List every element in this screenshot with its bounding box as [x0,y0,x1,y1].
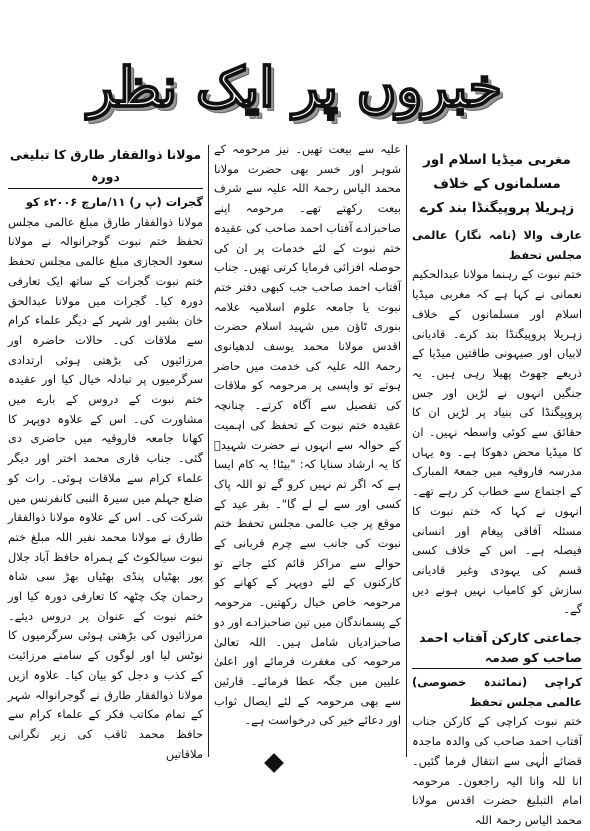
article-byline: کراچی (نمائندہ خصوصی) عالمی مجلس تحفظ [412,675,582,709]
right-column [412,140,582,827]
banner-title: خبروں پر ایک نظر [88,55,502,119]
article-headline: مغربی میڈیا اسلام اور مسلمانوں کے خلاف زہریلا پروپیگنڈا بند کرے [419,152,575,216]
left-column [8,140,203,766]
article-byline: عارف والا (نامہ نگار) عالمی مجلس تحفظ [412,228,582,262]
article-body: ختم نبوت کراچی کے کارکن جناب آفتاب احمد صاحب کی والدہ ماجدہ قضائے الٰہی سے انتقال فرما گئیں۔ انا للہ وانا الیہ راجعون۔ مرحومہ امام التبلیغ حضرت اقدس مولانا محمد الیاس رحمۃ اللہ [412,714,582,827]
middle-column [214,140,401,766]
column-divider [208,145,209,757]
article-headline: مولانا ذوالفقار طارق کا تبلیغی دورہ [8,144,203,189]
article-body: علیہ سے بیعت تھیں۔ نیز مرحومہ کے شوہر اور خسر بھی حضرت مولانا محمد الیاس رحمۃ اللہ علیہ سے شرف بیعت رکھتے تھے۔ مرحومہ اپنے صاحبزادے آفتاب احمد صاحب کی عقیدہ ختم نبوت کے لئے خدمات پر ان کی حوصلہ افزائی فرمایا کرتی تھیں۔ جناب آفتاب احمد صاحب جب کبھی دفتر ختم نبوت یا جامعہ علوم اسلامیہ علامہ بنوری ٹاؤن میں شہید اسلام حضرت اقدس مولانا محمد یوسف لدھیانوی رحمۃ اللہ علیہ کی خدمت میں حاضر ہوتے تو واپسی پر مرحومہ کو ملاقات کی تفصیل سے آگاہ کرتے۔ چنانچہ عقیدہ ختم نبوت کے تحفظ کی اہمیت کے حوالہ سے انہوں نے حضرت شہیدؒ کا یہ ارشاد سنایا کہ: "بیٹا! یہ کام ایسا ہے کہ اگر تم نہیں کرو گے تو اللہ پاک کسی اور سے لے لے گا"۔ بقر عید کے موقع پر جب عالمی مجلس تحفظ ختم نبوت کی جانب سے چرم قربانی کے حوالے سے مراکز قائم کئے جاتے تو کارکنوں کے لئے دوپہر کے کھانے کو مرحومہ خاص خیال رکھتیں۔ مرحومہ کے پسماندگان میں تین صاحبزادے اور دو صاحبزادیاں شامل ہیں۔ اللہ تعالیٰ مرحومہ کی مغفرت فرمائے اور اعلیٰ علیین میں جگہ عطا فرمائے۔ قارئین سے بھی مرحومہ کے لئے ایصال ثواب اور دعائے خیر کی درخواست ہے۔ [214,142,401,728]
column-divider [406,145,407,757]
section-banner [40,48,550,126]
article-subheadline: جماعتی کارکن آفتاب احمد صاحب کو صدمہ [412,628,582,669]
article-byline: گجرات (پ ر) ۱۱/مارچ ۲۰۰۶ء کو [25,195,203,209]
article-body: مولانا ذوالفقار طارق مبلغ عالمی مجلس تحفظ ختم نبوت گوجرانوالہ نے مولانا سعود الحجازی مبلغ عالمی مجلس تحفظ ختم نبوت گجرات کے ساتھ ایک تعارفی دورہ کیا۔ گجرات میں مولانا عبدالحق خان بشیر اور شہر کے دیگر علماء کرام سے ملاقات کی۔ حالات حاضرہ اور مرزائیوں کی بڑھتی ہوئی ارتدادی سرگرمیوں پر تبادلہ خیال کیا اور عقیدہ ختم نبوت کے دروس کے بارے میں مشاورت کی۔ اس کے علاوہ دوپہر کا کھانا جامعہ فاروقیہ میں حاضری دی گئی۔ جناب قاری محمد اختر اور دیگر علماء کرام سے ملاقات ہوئی۔ رات کو ضلع جہلم میں سیرۃ النبی کانفرنس میں شرکت کی۔ اس کے علاوہ مولانا ذوالفقار طارق نے مولانا محمد نفیر اللہ مبلغ ختم نبوت سیالکوٹ کے ہمراہ حافظ آباد جلال پور بھٹیاں پنڈی بھٹیاں بھڑ سی شاہ رحمان چک چٹھہ کا تعارفی دورہ کیا اور ختم نبوت کے عنوان پر دروس دیئے۔ مرزائیوں کی بڑھتی ہوئی سرگرمیوں کا نوٹس لیا اور لوگوں کے سامنے مرزائیت کے کذب و دجل کو بیان کیا۔ علاوہ ازیں مولانا ذوالفقار طارق نے گوجرانوالہ شہر کے تمام مکاتب فکر کے علماء کرام سے حافظ محمد ثاقب کی زیر نگرانی ملاقاتیں [8,214,203,761]
article-body: ختم نبوت کے رہنما مولانا عبدالحکیم نعمانی نے کہا ہے کہ مغربی میڈیا اسلام اور مسلمانوں کے خلاف زہریلا پروپیگنڈا بند کرے۔ قادیانی لابیاں اور صیہونی طاقتیں میڈیا کے ذریعے جھوٹ پھیلا رہی ہیں۔ یہ جنگیں انہوں نے لڑیں اور جس پروپیگنڈا کی بنیاد پر لڑیں ان کا حقائق سے کوئی واسطہ نہیں۔ ان کا میڈیا محض دھوکا ہے۔ وہ یہاں مدرسہ فاروقیہ میں جمعۃ المبارک کے اجتماع سے خطاب کر رہے تھے۔ انہوں نے کہا کہ ختم نبوت کا مسئلہ آفاقی پیغام اور انسانی فیصلہ ہے۔ اس کے خلاف کسی قسم کی یہودی وغیر قادیانی سازش کو کامیاب نہیں ہونے دیں گے۔ [412,267,582,617]
